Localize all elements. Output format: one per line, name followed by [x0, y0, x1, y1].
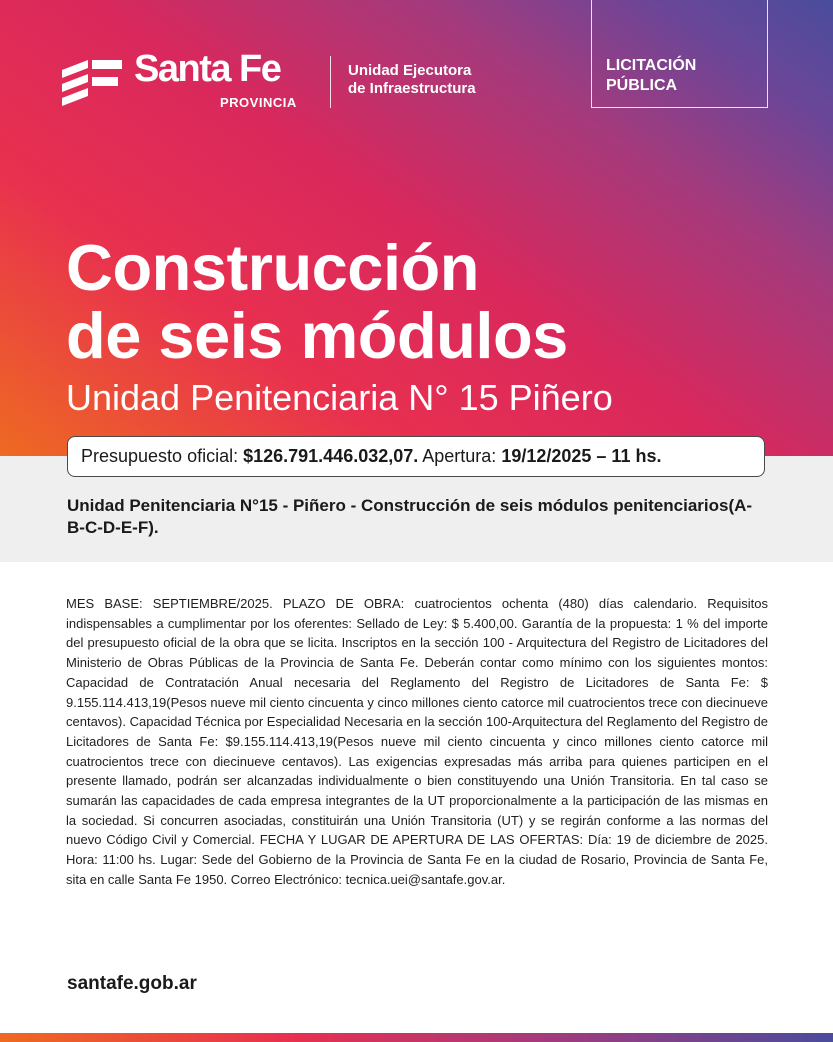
tender-badge-text	[606, 56, 756, 96]
tender-details: MES BASE: SEPTIEMBRE/2025. PLAZO DE OBRA: cuatrocientos ochenta (480) días calendario. Requisitos indispensables a cumplimentar por los oferentes: Sellado de Ley: $ 5.400,00. Garantía de la propuesta: 1 % del importe del presupuesto oficial de la obra que se licita. Inscriptos en la sección 100 - Arquitectura del Registro de Licitadores del Ministerio de Obras Públicas de la Provincia de Santa Fe. Deberán contar como mínimo con los siguientes montos: Capacidad de Contratación Anual necesaria del Reglamento del Registro de Licitadores de Santa Fe: $ 9.155.114.413,19(Pesos nueve mil ciento cincuenta y cinco millones ciento catorce mil cuatrocientos trece con diecinueve centavos). Capacidad Técnica por Especialidad Necesaria en la sección 100-Arquitectura del Reglamento del Registro de Licitadores de Santa Fe: $9.155.114.413,19(Pesos nueve mil ciento cincuenta y cinco millones ciento catorce mil cuatrocientos trece con diecinueve centavos). Las exigencias expresadas más arriba para quienes participen en el presente llamado, podrán ser alcanzadas individualmente o bien constituyendo una Unión Transitoria. En tal caso se sumarán las capacidades de cada empresa integrantes de la UT proporcionalmente a la participación de las mismas en la sociedad. Si concurren asociadas, constituirán una Unión Transitoria (UT) y se regirán conforme a las normas del nuevo Código Civil y Comercial. FECHA Y LUGAR DE APERTURA DE LAS OFERTAS: Día: 19 de diciembre de 2025. Hora: 11:00 hs. Lugar: Sede del Gobierno de la Provincia de Santa Fe en la ciudad de Rosario, Provincia de Santa Fe, sita en calle Santa Fe 1950. Correo Electrónico: tecnica.uei@santafe.gov.ar.	[66, 596, 768, 887]
page-title	[66, 231, 786, 372]
santa-fe-flag-icon	[58, 54, 128, 110]
tender-badge-line1: LICITACIÓN	[606, 57, 697, 74]
page-title-line2: de seis módulos	[66, 299, 568, 372]
project-summary: Unidad Penitenciaria N°15 - Piñero - Construcción de seis módulos penitenciarios(A-B-C-D-E-F).	[67, 496, 753, 537]
footer-url[interactable]: santafe.gob.ar	[67, 973, 197, 994]
unit-name	[348, 62, 518, 98]
budget-label: Presupuesto oficial:	[81, 446, 244, 466]
opening-label: Apertura:	[418, 446, 502, 466]
logo-name: Santa Fe	[134, 48, 281, 90]
unit-name-line1: Unidad Ejecutora	[348, 62, 472, 79]
page-subtitle: Unidad Penitenciaria N° 15 Piñero	[66, 377, 613, 418]
logo-divider	[330, 56, 331, 108]
hero-banner	[0, 0, 833, 456]
page-title-line1: Construcción	[66, 231, 479, 304]
budget-box	[67, 436, 765, 477]
logo-sub: PROVINCIA	[220, 95, 297, 110]
budget-amount: $126.791.446.032,07.	[243, 446, 419, 466]
opening-value: 19/12/2025 – 11 hs.	[501, 446, 662, 466]
bottom-gradient-bar	[0, 1033, 833, 1042]
santa-fe-logo	[58, 48, 308, 112]
unit-name-line2: de Infraestructura	[348, 80, 476, 97]
tender-badge	[591, 0, 768, 108]
tender-badge-line2: PÚBLICA	[606, 77, 678, 94]
